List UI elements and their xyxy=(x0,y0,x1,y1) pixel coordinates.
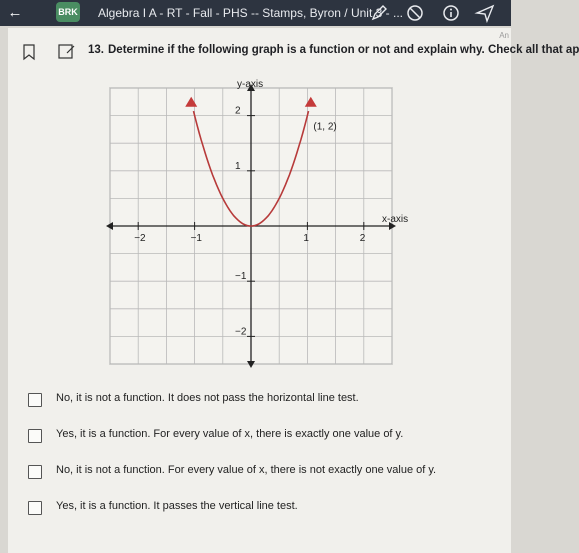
x-tick-label: −2 xyxy=(134,233,146,244)
app-logo: BRK xyxy=(56,2,80,22)
send-icon[interactable] xyxy=(474,2,496,24)
question-panel xyxy=(8,28,579,553)
answer-option-1[interactable] xyxy=(28,392,498,408)
checkbox[interactable] xyxy=(28,465,42,479)
y-axis-label: y-axis xyxy=(237,79,264,90)
top-bar xyxy=(0,0,511,26)
pen-icon[interactable] xyxy=(368,2,390,24)
question-prompt: Determine if the following graph is a function or not and explain why. Check all that ap xyxy=(108,44,579,56)
y-tick-label: 2 xyxy=(235,105,241,117)
option-label: No, it is not a function. For every value of x, there is not exactly one value of y. xyxy=(56,464,437,476)
option-label: Yes, it is a function. For every value of x, there is exactly one value of y. xyxy=(56,428,404,440)
info-icon[interactable] xyxy=(440,2,462,24)
question-number: 13. xyxy=(88,44,104,56)
note-icon[interactable] xyxy=(58,44,76,60)
checkbox[interactable] xyxy=(28,393,42,407)
option-label: No, it is not a function. It does not pass the horizontal line test. xyxy=(56,392,359,404)
function-graph xyxy=(92,80,422,380)
answer-option-3[interactable] xyxy=(28,464,498,480)
assignment-title: Algebra I A - RT - Fall - PHS -- Stamps, Byron / Unit 3 - ... xyxy=(98,6,403,20)
answer-option-4[interactable] xyxy=(28,500,498,516)
point-label: (1, 2) xyxy=(313,121,337,133)
y-tick-label: −2 xyxy=(235,326,247,338)
x-tick-label: 2 xyxy=(359,233,366,244)
y-tick-label: 1 xyxy=(235,160,241,172)
bookmark-icon[interactable] xyxy=(22,44,36,60)
block-icon[interactable] xyxy=(404,2,426,24)
x-tick-label: 1 xyxy=(303,233,309,244)
checkbox[interactable] xyxy=(28,429,42,443)
checkbox[interactable] xyxy=(28,501,42,515)
option-label: Yes, it is a function. It passes the vertical line test. xyxy=(56,500,298,512)
y-tick-label: −1 xyxy=(235,271,247,283)
corner-text: An xyxy=(499,31,509,40)
back-arrow-icon[interactable]: ← xyxy=(7,4,23,21)
x-axis-label: x-axis xyxy=(382,214,409,225)
x-tick-label: −1 xyxy=(190,233,203,244)
question-text xyxy=(88,44,579,56)
answer-option-2[interactable] xyxy=(28,428,498,444)
